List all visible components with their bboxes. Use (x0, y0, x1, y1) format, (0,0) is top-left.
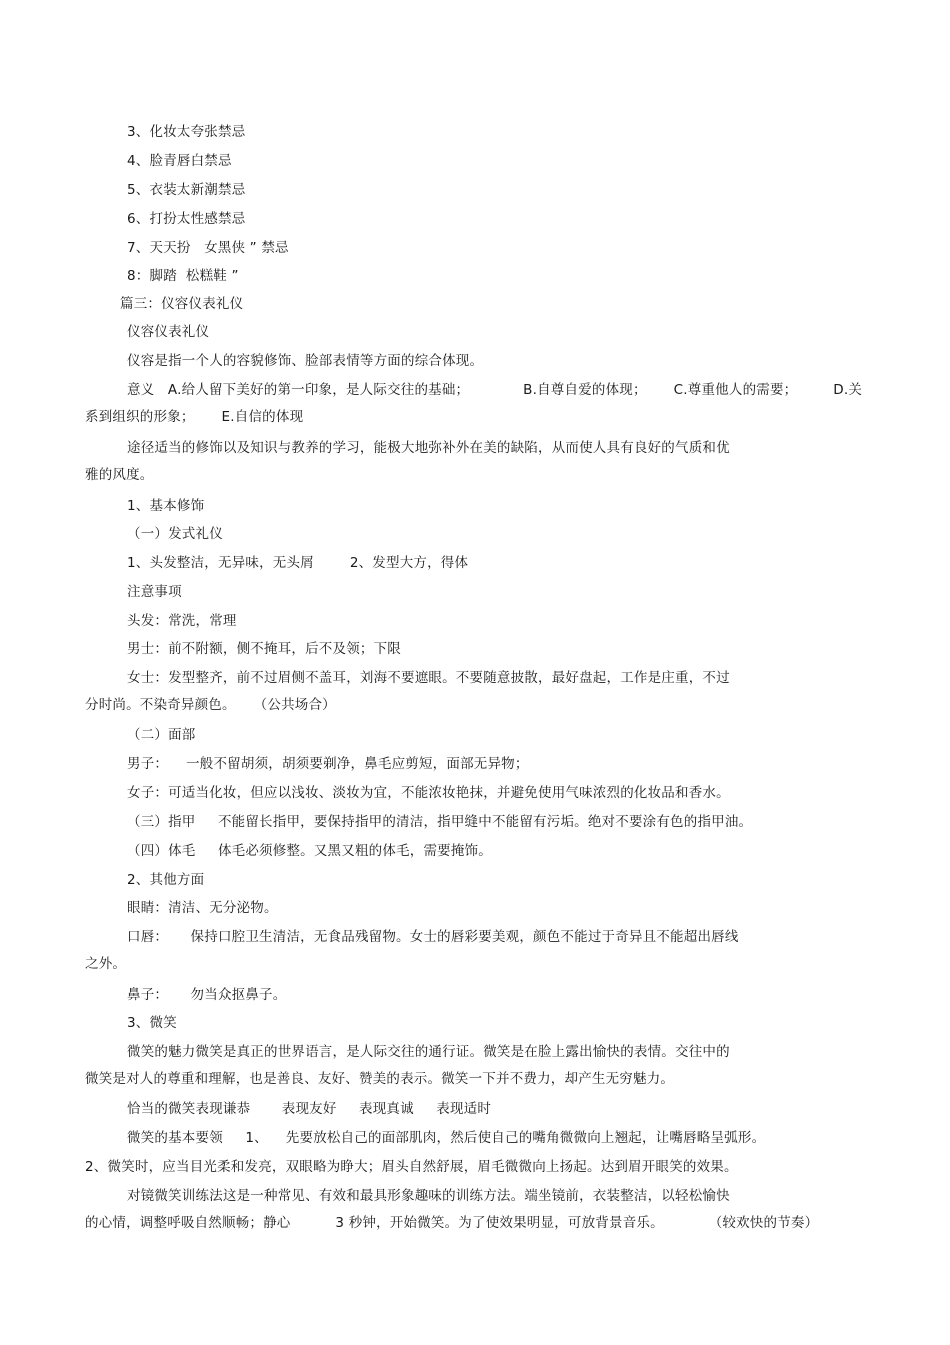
text-line: 男子： 一般不留胡须，胡须要剃净，鼻毛应剪短，面部无异物； (127, 756, 529, 772)
section-heading: 篇三：仪容仪表礼仪 (120, 296, 244, 312)
text-line: （一）发式礼仪 (127, 526, 223, 542)
text-line: 注意事项 (127, 584, 182, 600)
text-line: 男士：前不附额，侧不掩耳，后不及领；下限 (127, 641, 401, 657)
text-line: 5、衣装太新潮禁忌 (127, 182, 246, 198)
text-line: 雅的风度。 (85, 467, 154, 483)
text-line: 口唇： 保持口腔卫生清洁，无食品残留物。女士的唇彩要美观，颜色不能过于奇异且不能超出唇线 (127, 929, 739, 945)
text-line: 恰当的微笑表现谦恭 表现友好 表现真诚 表现适时 (127, 1101, 492, 1117)
text-line: 微笑的魅力微笑是真正的世界语言，是人际交往的通行证。微笑是在脸上露出愉快的表情。交往中的 (127, 1044, 730, 1060)
text-line: 微笑是对人的尊重和理解，也是善良、友好、赞美的表示。微笑一下并不费力，却产生无穷魅力。 (85, 1071, 675, 1087)
text-line: 眼睛：清洁、无分泌物。 (127, 900, 278, 916)
text-line: 仪容仪表礼仪 (127, 324, 210, 340)
text-line: 2、其他方面 (127, 872, 205, 888)
text-line: 1、头发整洁，无异味，无头屑 2、发型大方，得体 (127, 555, 469, 571)
text-line: 8：脚踏 松糕鞋 ” (127, 268, 239, 284)
text-line: （四）体毛 体毛必须修整。又黑又粗的体毛，需要掩饰。 (127, 843, 492, 859)
text-line: 女士：发型整齐，前不过眉侧不盖耳，刘海不要遮眼。不要随意披散，最好盘起，工作是庄重，不过 (127, 670, 730, 686)
text-line: 女子：可适当化妆，但应以浅妆、淡妆为宜，不能浓妆艳抹，并避免使用气味浓烈的化妆品和香水。 (127, 785, 730, 801)
text-line: 4、脸青唇白禁忌 (127, 153, 232, 169)
text-line: 之外。 (85, 956, 127, 972)
text-line: （二）面部 (127, 727, 196, 743)
text-line: 头发：常洗，常理 (127, 613, 237, 629)
text-line: 3、化妆太夸张禁忌 (127, 124, 246, 140)
text-line: 仪容是指一个人的容貌修饰、脸部表情等方面的综合体现。 (127, 353, 484, 369)
text-line: 系到组织的形象； E.自信的体现 (85, 409, 304, 425)
text-line: （三）指甲 不能留长指甲，要保持指甲的清洁，指甲缝中不能留有污垢。绝对不要涂有色的指甲油。 (127, 814, 753, 830)
text-line: 意义 A.给人留下美好的第一印象，是人际交往的基础； B.自尊自爱的体现； C.尊重他人的需要； D.关 (127, 382, 863, 398)
text-line: 3、微笑 (127, 1015, 177, 1031)
text-line: 途径适当的修饰以及知识与教养的学习，能极大地弥补外在美的缺陷，从而使人具有良好的气质和优 (127, 440, 730, 456)
text-line: 对镜微笑训练法这是一种常见、有效和最具形象趣味的训练方法。端坐镜前，衣装整洁，以轻松愉快 (127, 1188, 730, 1204)
text-line: 的心情，调整呼吸自然顺畅；静心 3 秒钟，开始微笑。为了使效果明显，可放背景音乐。 （较欢快的节奏） (85, 1215, 819, 1231)
text-line: 6、打扮太性感禁忌 (127, 211, 246, 227)
text-line: 1、基本修饰 (127, 498, 205, 514)
text-line: 2、微笑时，应当目光柔和发亮，双眼略为睁大；眉头自然舒展，眉毛微微向上扬起。达到眉开眼笑的效果。 (85, 1159, 738, 1175)
text-line: 7、天天扮 女黑侠 ” 禁忌 (127, 240, 289, 256)
text-line: 分时尚。不染奇异颜色。 （公共场合） (85, 697, 336, 713)
text-line: 微笑的基本要领 1、 先要放松自己的面部肌肉，然后使自己的嘴角微微向上翘起，让嘴唇略呈弧形。 (127, 1130, 766, 1146)
text-line: 鼻子： 勿当众抠鼻子。 (127, 987, 287, 1003)
